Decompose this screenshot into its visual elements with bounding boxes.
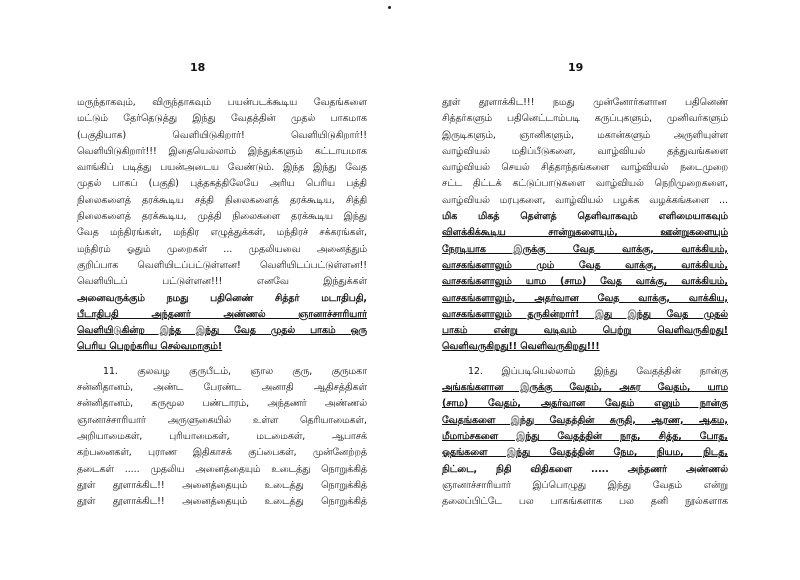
underlined-text-line: வெளியிடுகின்ற இந்த இந்து வேத முதல் பாகம் ஒரு: [77, 325, 367, 337]
bold-text-line: அனைவருக்கும் நமது பதினெண் சித்தர் மடாதிபதி,: [77, 292, 367, 304]
underlined-text-line: அங்கங்களான இருக்கு வேதம், அசுர வேதம், யாம: [442, 382, 728, 394]
underlined-text-line: வாசகங்களாலும் மும் வேத வாக்கு, வாக்கியம்,: [442, 259, 728, 271]
underlined-text-line: பாகம் என்று வடிவம் பெற்று வெளிவருகிறது!: [442, 325, 728, 337]
text-line: வாழ்வியல் மரபுகளை, வாழ்வியல் பழக்க வழக்கங்களை ...: [442, 194, 728, 206]
text-line: தூள் தூளாக்கிட!! அனைத்தையும் உடைத்து நொறுக்கித்: [77, 479, 367, 491]
text-line: வாழ்வியல் செயல் சித்தாந்தங்களை வாழ்வியல் நடைமுறை: [442, 162, 728, 174]
underlined-text-line: வெளிவருகிறது!! வெளிவருகிறது!!!: [442, 341, 600, 353]
text-line: வேத மந்திரங்கள், மந்திர எழுத்துக்கள், மந்திரச் சக்கரங்கள்,: [77, 227, 367, 239]
text-line: சித்தர்களும் பதினெட்டாம்படி கருப்புகளும், முனிவர்களும்: [442, 113, 728, 125]
text-line: தூள் தூளாக்கிட!!! நமது முன்னோர்களான பதினெண்: [442, 97, 728, 108]
text-line: மந்திரம் ஓதும் முறைகள் ... முதலியவை அனைத்தும்: [77, 243, 367, 255]
bold-text-line: மிக மிகத் தெள்ளத் தெளிவாகவும் எளிமையாகவும்: [442, 211, 728, 223]
page-number-right: 19: [568, 61, 584, 74]
text-line: (பகுதியாக) வெளியிடுகிறார்! வெளியிடுகிறார்!!: [77, 129, 367, 141]
text-line: வாங்கிப் படித்து பயன்அடைய வேண்டும். இந்த இந்து வேத: [77, 162, 367, 174]
text-line: இருடிகளும், ஞானிகளும், மகான்களும் அருளியுள்ள: [442, 129, 728, 141]
text-line: நிலைகளைத் தரக்கூடிய சத்தி நிலைகளைத் தரக்கூடிய, சித்தி: [77, 194, 367, 206]
underlined-text-line: வாசகங்களாலும், அதர்வான வேத வாக்கு, வாக்கிய,: [442, 292, 728, 304]
text-line: தடைகள் ..... முதலிய அனைத்தையும் உடைத்து நொறுக்கித்: [77, 463, 367, 475]
underlined-text-line: வேதங்களை இந்து வேதத்தின் சுருதி, ஆரண, ஆகம,: [442, 414, 728, 426]
text-line: நிலைகளைத் தரக்கூடிய, முத்தி நிலைகளை தரக்கூடிய இந்து: [77, 211, 367, 223]
page-number-left: 18: [190, 61, 206, 74]
text-line: முதல் பாகப் (பகுதி) புத்தகத்திலேயே அரிய பெரிய பத்தி: [77, 178, 367, 190]
text-line: குறிப்பாக வெளியிடப்பட்டுள்ளன! வெளியிடப்பட்டுள்ளன!!: [77, 259, 367, 271]
text-line: மருந்தாகவும், விருந்தாகவும் பயன்படக்கூடிய வேதங்களை: [77, 97, 367, 108]
text-line: கற்பனைகள், புராண இதிகாசக் குப்பைகள், முன்னேற்றத்: [77, 447, 367, 459]
underlined-text-line: (சாம) வேதம், அதர்வான வேதம் எனும் நான்கு: [442, 398, 728, 410]
text-line: வெளியிடப் பட்டுள்ளன!!! எனவே இந்துக்கள்: [77, 276, 367, 288]
bold-text-line: நிட்டை, நிதி விதிகளை ..... அந்தணர் அண்ணல்: [442, 463, 728, 475]
text-line: ஞானாச்சாரியார் இப்பொழுது இந்து வேதம் என்று: [442, 479, 728, 491]
underlined-text-line: ஓதங்களை இந்து வேதத்தின் நேம, நியம, நிடத,: [442, 447, 728, 459]
text-line: சட்ட திட்டக் கட்டுப்பாடுகளை வாழ்வியல் நெறிமுறைகளை,: [442, 178, 728, 190]
underlined-text-line: நேரடியாக இருக்கு வேத வாக்கு, வாக்கியம்,: [442, 243, 728, 255]
text-line: தூள் தூளாக்கிட!! அனைத்தையும் உடைத்து நொறுக்கித்: [77, 496, 367, 508]
underlined-text-line: பெரிய பெறற்கரிய செல்வமாகும்!: [77, 341, 223, 353]
underlined-text-line: வாசகங்களாலும் யாம (சாம) வேத வாக்கு, வாக்கியம்,: [442, 276, 728, 288]
underlined-text-line: விளக்கிக்கூடிய சான்றுகளையும், ஊன்றுகளையும்: [442, 227, 728, 239]
text-line: ஞானாச்சாரியார் அருளுகையில் உள்ள தெரியாமைகள்,: [77, 414, 367, 426]
paragraph-start: 12. இப்படியெல்லாம் இந்து வேதத்தின் நான்கு: [468, 365, 728, 377]
underlined-text-line: பீடாதிபதி அந்தணர் அண்ணல் ஞானாச்சாரியார்: [77, 308, 367, 320]
underlined-text-line: மீமாம்சகளை இந்து வேதத்தின் நாத, சித்த, போத,: [442, 430, 728, 442]
right-page-text: [442, 95, 728, 510]
text-line: சன்னிதானம், அண்ட பேரண்ட அனாதி ஆதிசத்திகள்: [77, 382, 367, 394]
text-line: சன்னிதானம், கருமூல பண்டாரம், அந்தணர் அண்ணல்: [77, 398, 367, 410]
left-page-text: [77, 95, 367, 510]
scan-speck: [388, 6, 391, 9]
text-line: வாழ்வியல் மதிப்பீடுகளை, வாழ்வியல் தத்துவங்களை: [442, 145, 728, 157]
text-line: மட்டும் தேர்தெடுத்து இந்து வேதத்தின் முதல் பாகமாக: [77, 113, 367, 125]
underlined-text-line: வாசகங்களாலும் தருகின்றார்! இது இந்து வேத முதல்: [442, 308, 728, 320]
text-line: வெளியிடுகிறார்!!! இதையெல்லாம் இந்துக்களும் கட்டாயமாக: [77, 145, 367, 157]
paragraph-start: 11. குலவழ குருபீடம், ஞால குரு, குருமகா: [103, 365, 367, 377]
text-line: தலைப்பிட்டே பல பாகங்களாக பல தனி நூல்களாக: [442, 496, 728, 508]
text-line: அறியாமைகள், புரியாமைகள், மடமைகள், ஆபாசக்: [77, 430, 367, 442]
